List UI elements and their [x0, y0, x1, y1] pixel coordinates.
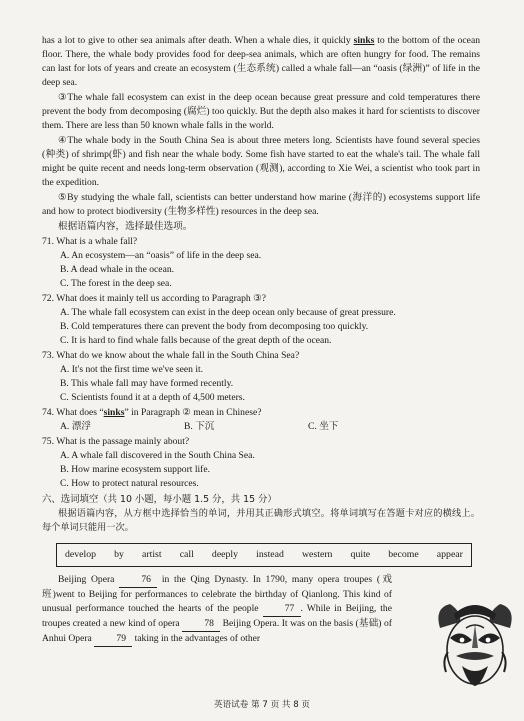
question-74	[42, 406, 480, 434]
page-footer: 英语试卷 第 7 页 共 8 页	[213, 700, 311, 710]
word-box-item: appear	[436, 549, 463, 560]
option-b: B. A dead whale in the ocean.	[60, 264, 175, 275]
word-box-item: become	[388, 549, 419, 560]
option-a: A. A whale fall discovered in the South China Sea.	[60, 450, 255, 461]
word-box-item: by	[114, 549, 124, 560]
option-a: A. An ecosystem—an “oasis” of life in the deep sea.	[60, 250, 262, 261]
section-title: 六、选词填空（共 10 小题，每小题 1.5 分，共 15 分）	[42, 494, 277, 505]
option-a: A. The whale fall ecosystem can exist in the deep ocean only because of great pressure.	[60, 307, 396, 318]
option-b: B. 下沉	[184, 421, 215, 432]
question-stem: 74. What does “sinks” in Paragraph ② mean in Chinese?	[42, 407, 262, 418]
section-instruction: 根据语篇内容，从方框中选择恰当的单词，并用其正确形式填空。将单词填写在答题卡对应的横线上。每个单词只能用一次。	[42, 508, 480, 533]
options-row	[42, 420, 480, 434]
option-c: C. 坐下	[308, 421, 339, 432]
paragraph-5: ⑤By studying the whale fall, scientists can better understand how marine (海洋的) ecosystems support life and how to protect biodiversity (生物多样性) resources in the deep sea.	[42, 192, 480, 217]
word-box-item: western	[301, 549, 333, 560]
blank-78[interactable]: 78	[182, 617, 220, 632]
word-box-item: call	[179, 549, 194, 560]
option-a: A. 漂浮	[60, 421, 91, 432]
word-box-item: instead	[256, 549, 284, 560]
question-stem: 72. What does it mainly tell us according to Paragraph ③?	[42, 293, 266, 304]
cloze-passage	[42, 573, 480, 647]
question-stem: 71. What is a whale fall?	[42, 236, 138, 247]
option-c: C. It is hard to find whale falls because of the great depth of the ocean.	[60, 335, 332, 346]
sinks-keyword: sinks	[353, 35, 375, 46]
passage-text: Beijing Opera 76 in the Qing Dynasty. In 1790, many opera troupes (戏班)went to Beijing for performances to celebrate the birthday of Qianlong. This kind of unusual performance touched the hearts of the people 77 . While in Beijing, the troupes created a new kind of opera 78 Beijing Opera. It was on the basis (基础) of Anhui Opera 79 taking in the advantages of other	[42, 573, 392, 647]
option-b: B. How marine ecosystem support life.	[60, 464, 211, 475]
blank-76[interactable]: 76	[119, 573, 157, 588]
opera-mask-illustration	[432, 598, 518, 694]
option-c: C. Scientists found it at a depth of 4,500 meters.	[60, 392, 245, 403]
word-box-item: develop	[65, 549, 97, 560]
question-stem: 75. What is the passage mainly about?	[42, 436, 190, 447]
word-box-item: deeply	[211, 549, 239, 560]
word-box-item: quite	[350, 549, 371, 560]
blank-77[interactable]: 77	[263, 602, 301, 617]
question-73	[42, 349, 480, 405]
question-stem: 73. What do we know about the whale fall in the South China Sea?	[42, 350, 300, 361]
question-75	[42, 435, 480, 491]
question-72	[42, 292, 480, 348]
option-b: B. Cold temperatures there can prevent the body from decomposing too quickly.	[60, 321, 369, 332]
option-c: C. How to protect natural resources.	[60, 478, 199, 489]
paragraph-4: ④The whale body in the South China Sea is about three meters long. Scientists have found several species (种类) of shrimp(虾) and fish near the whale body. Some fish have started to eat the whale's tail. The whale fall might be quite recent and needs long-term observation (观测), according to Xie Wei, a scientist who took part in the expedition.	[42, 135, 480, 188]
word-box	[56, 543, 472, 567]
option-c: C. The forest in the deep sea.	[60, 278, 172, 289]
word-box-item: artist	[142, 549, 162, 560]
question-71	[42, 235, 480, 291]
reading-instruction: 根据语篇内容，选择最佳选项。	[58, 221, 193, 232]
sinks-keyword: sinks	[103, 407, 125, 418]
paragraph-3: ③The whale fall ecosystem can exist in the deep ocean because great pressure and cold temperatures there prevent the body from decomposing (腐烂) too quickly. But the depth also makes it hard for scientists to discover them. There are less than 50 known whale falls in the world.	[42, 92, 480, 131]
paragraph-2: has a lot to give to other sea animals after death. When a whale dies, it quickly sinks to the bottom of the ocean floor. There, the whale body provides food for deep-sea animals, which are often hungry for food. The remains can last for lots of years and create an ecosystem (生态系统) called a whale fall—an “oasis (绿洲)” of life in the deep sea.	[42, 35, 480, 88]
blank-79[interactable]: 79	[94, 632, 132, 647]
option-a: A. It's not the first time we've seen it.	[60, 364, 204, 375]
option-b: B. This whale fall may have formed recently.	[60, 378, 234, 389]
